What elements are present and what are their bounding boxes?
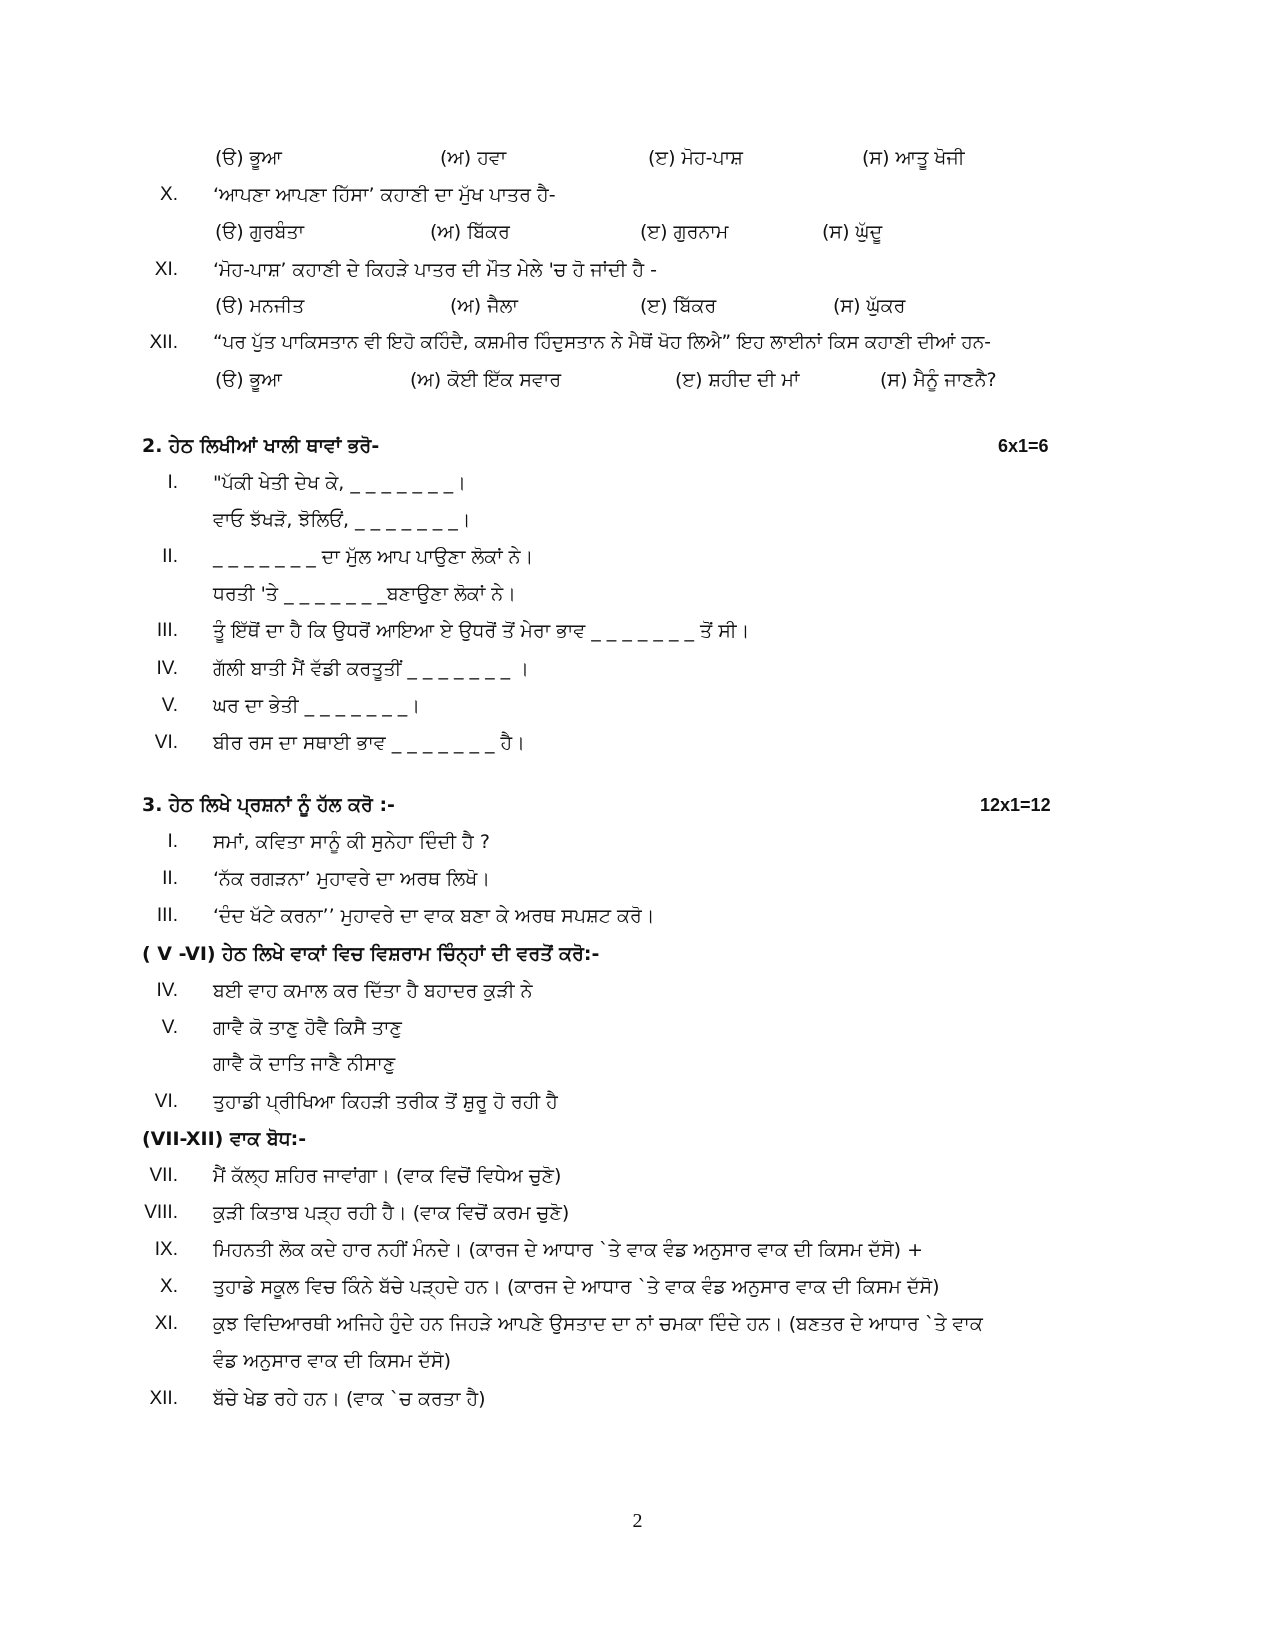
option-b: (ਅ) ਕੋਈ ਇੱਕ ਸਵਾਰ [410,369,562,391]
question-text: “ਪਰ ਪੁੱਤ ਪਾਕਿਸਤਾਨ ਵੀ ਇਹੋ ਕਹਿੰਦੈ, ਕਸ਼ਮੀਰ ਹਿੰਦੁਸਤਾਨ ਨੇ ਮੈਥੋਂ ਖੋਹ ਲਿਐ” ਇਹ ਲਾਈਨਾਂ ਕਿਸ ਕਹਾਣੀ ਦੀਆਂ ਹਨ- [213,332,991,353]
item-number: V. [161,695,178,716]
item-line: ਬੀਰ ਰਸ ਦਾ ਸਥਾਈ ਭਾਵ _ _ _ _ _ _ _ ਹੈ। [213,732,525,754]
item-line: ਤੁਹਾਡੀ ਪ੍ਰੀਖਿਆ ਕਿਹੜੀ ਤਰੀਕ ਤੋਂ ਸ਼ੁਰੂ ਹੋ ਰਹੀ ਹੈ [213,1091,558,1113]
item-text: ‘ਦੰਦ ਖੱਟੇ ਕਰਨਾ’’ ਮੁਹਾਵਰੇ ਦਾ ਵਾਕ ਬਣਾ ਕੇ ਅਰਥ ਸਪਸ਼ਟ ਕਰੋ। [213,905,655,927]
item-number: VI. [154,1091,178,1112]
option-d: (ਸ) ਮੈਨੂੰ ਜਾਣਨੈ? [880,369,997,391]
item-number: IV. [156,980,178,1001]
item-number: I. [167,472,178,493]
section-heading: 3. ਹੇਠ ਲਿਖੇ ਪ੍ਰਸ਼ਨਾਂ ਨੂੰ ਹੱਲ ਕਰੋ :- [142,794,395,816]
question-number: XII. [149,332,178,353]
item-line: ਬਈ ਵਾਹ ਕਮਾਲ ਕਰ ਦਿੱਤਾ ਹੈ ਬਹਾਦਰ ਕੁੜੀ ਨੇ [213,980,533,1002]
item-number: XII. [149,1388,178,1409]
item-line: "ਪੱਕੀ ਖੇਤੀ ਦੇਖ ਕੇ, _ _ _ _ _ _ _। [213,472,466,494]
item-number: XI. [154,1313,178,1334]
item-line: ਤੁਹਾਡੇ ਸਕੂਲ ਵਿਚ ਕਿੰਨੇ ਬੱਚੇ ਪੜ੍ਹਦੇ ਹਨ। (ਕਾਰਜ ਦੇ ਆਧਾਰ `ਤੇ ਵਾਕ ਵੰਡ ਅਨੁਸਾਰ ਵਾਕ ਦੀ ਕਿਸਮ ਦੱਸੋ) [213,1276,940,1298]
question-number: XI. [154,259,178,280]
item-line: ਗਾਵੈ ਕੋ ਤਾਣੁ ਹੋਵੈ ਕਿਸੈ ਤਾਣੁ [213,1017,402,1039]
question-number: X. [160,184,178,205]
item-number: V. [161,1017,178,1038]
option-d: (ਸ) ਘੁੱਕਰ [833,295,906,317]
item-number: III. [156,905,178,926]
item-line: ਮਿਹਨਤੀ ਲੋਕ ਕਦੇ ਹਾਰ ਨਹੀਂ ਮੰਨਦੇ। (ਕਾਰਜ ਦੇ ਆਧਾਰ `ਤੇ ਵਾਕ ਵੰਡ ਅਨੁਸਾਰ ਵਾਕ ਦੀ ਕਿਸਮ ਦੱਸੋ) + [213,1239,924,1261]
item-number: VII. [149,1165,178,1186]
item-number: IV. [156,658,178,679]
item-number: IX. [154,1239,178,1260]
subheading-punctuation: ( V -VI) ਹੇਠ ਲਿਖੇ ਵਾਕਾਂ ਵਿਚ ਵਿਸ਼ਰਾਮ ਚਿੰਨ੍ਹਾਂ ਦੀ ਵਰਤੋਂ ਕਰੋ:- [142,943,600,965]
item-line: ਗਾਵੈ ਕੋ ਦਾਤਿ ਜਾਣੈ ਨੀਸਾਣੁ [213,1053,396,1075]
option-c: (ੲ) ਮੋਹ-ਪਾਸ਼ [648,147,743,169]
item-line: ਤੂੰ ਇੱਥੋਂ ਦਾ ਹੈ ਕਿ ਉਧਰੋਂ ਆਇਆ ਏ ਉਧਰੋਂ ਤੋਂ ਮੇਰਾ ਭਾਵ _ _ _ _ _ _ _ ਤੋਂ ਸੀ। [213,620,750,642]
item-text: ਸਮਾਂ, ਕਵਿਤਾ ਸਾਨੂੰ ਕੀ ਸੁਨੇਹਾ ਦਿੰਦੀ ਹੈ ? [213,831,490,853]
item-line: ਬੱਚੇ ਖੇਡ ਰਹੇ ਹਨ। (ਵਾਕ `ਚ ਕਰਤਾ ਹੈ) [213,1388,486,1410]
question-text: ‘ਮੋਹ-ਪਾਸ਼’ ਕਹਾਣੀ ਦੇ ਕਿਹੜੇ ਪਾਤਰ ਦੀ ਮੌਤ ਮੇਲੇ 'ਚ ਹੋ ਜਾਂਦੀ ਹੈ - [213,259,658,281]
item-text: ‘ਨੱਕ ਰਗੜਨਾ’ ਮੁਹਾਵਰੇ ਦਾ ਅਰਥ ਲਿਖੋ। [213,868,491,890]
section-heading: 2. ਹੇਠ ਲਿਖੀਆਂ ਖਾਲੀ ਥਾਵਾਂ ਭਰੋ- [142,435,380,457]
option-d: (ਸ) ਘੁੱਦੂ [822,221,883,243]
question-text: ‘ਆਪਣਾ ਆਪਣਾ ਹਿੱਸਾ’ ਕਹਾਣੀ ਦਾ ਮੁੱਖ ਪਾਤਰ ਹੈ- [213,184,556,206]
item-line: ਗੱਲੀ ਬਾਤੀ ਮੈਂ ਵੱਡੀ ਕਰਤੂਤੀਂ _ _ _ _ _ _ _ । [213,658,529,680]
item-number: III. [156,620,178,641]
item-line: ਘਰ ਦਾ ਭੇਤੀ _ _ _ _ _ _ _। [213,695,421,717]
item-number: X. [160,1276,178,1297]
item-line: ਧਰਤੀ 'ਤੇ _ _ _ _ _ _ _ਬਣਾਉਣਾ ਲੋਕਾਂ ਨੇ। [213,583,516,605]
item-number: II. [162,868,178,889]
item-line: ਵੰਡ ਅਨੁਸਾਰ ਵਾਕ ਦੀ ਕਿਸਮ ਦੱਸੋ) [213,1350,451,1372]
option-a: (ੳ) ਮਨਜੀਤ [215,295,305,317]
item-number: II. [162,546,178,567]
option-c: (ੲ) ਸ਼ਹੀਦ ਦੀ ਮਾਂ [675,369,800,391]
item-line: ਕੁਝ ਵਿਦਿਆਰਥੀ ਅਜਿਹੇ ਹੁੰਦੇ ਹਨ ਜਿਹੜੇ ਆਪਣੇ ਉਸਤਾਦ ਦਾ ਨਾਂ ਚਮਕਾ ਦਿੰਦੇ ਹਨ। (ਬਣਤਰ ਦੇ ਆਧਾਰ `ਤੇ ਵਾਕ [213,1313,983,1335]
section-marks: 6x1=6 [998,436,1049,456]
subheading-sentence: (VII-XII) ਵਾਕ ਬੋਧ:- [142,1128,307,1150]
option-a: (ੳ) ਭੂਆ [215,147,282,169]
page-number: 2 [632,1510,643,1532]
item-line: ਵਾਓ ਝੱਖੜੋ, ਝੋਲਿਓਂ, _ _ _ _ _ _ _। [213,509,471,531]
item-number: VIII. [144,1202,178,1223]
option-d: (ਸ) ਆਤੂ ਖੋਜੀ [862,147,965,169]
item-line: ਕੁੜੀ ਕਿਤਾਬ ਪੜ੍ਹ ਰਹੀ ਹੈ। (ਵਾਕ ਵਿਚੋਂ ਕਰਮ ਚੁਣੋ) [213,1202,570,1224]
item-line: ਮੈਂ ਕੱਲ੍ਹ ਸ਼ਹਿਰ ਜਾਵਾਂਗਾ। (ਵਾਕ ਵਿਚੋਂ ਵਿਧੇਅ ਚੁਣੋ) [213,1165,562,1187]
option-a: (ੳ) ਭੂਆ [215,369,282,391]
item-line: _ _ _ _ _ _ _ ਦਾ ਮੁੱਲ ਆਪ ਪਾਉਣਾ ਲੋਕਾਂ ਨੇ। [213,546,534,568]
option-b: (ਅ) ਜੈਲਾ [450,295,518,317]
option-b: (ਅ) ਹਵਾ [440,147,507,169]
item-number: I. [167,831,178,852]
option-c: (ੲ) ਬਿੱਕਰ [640,295,717,317]
option-b: (ਅ) ਬਿੱਕਰ [430,221,510,243]
option-c: (ੲ) ਗੁਰਨਾਮ [640,221,729,243]
section-marks: 12x1=12 [980,795,1051,815]
item-number: VI. [154,732,178,753]
option-a: (ੳ) ਗੁਰਬੰਤਾ [215,221,305,243]
